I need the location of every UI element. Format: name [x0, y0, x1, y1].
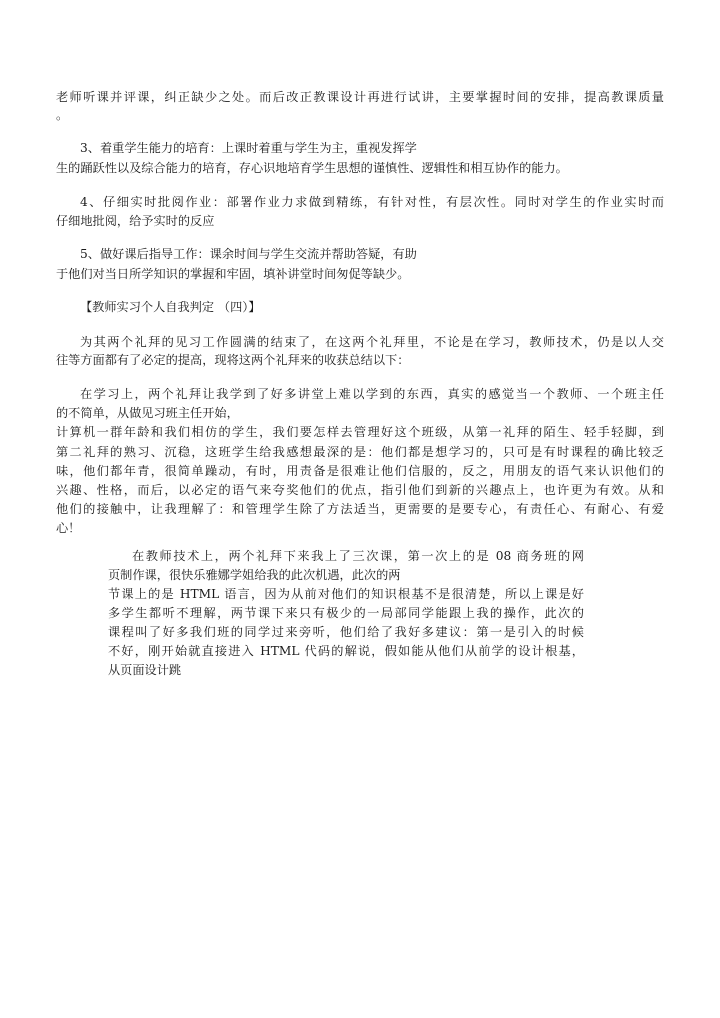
text-line: 他们的接触中，让我理解了：和管理学生除了方法适当，更需要的是要专心，有责任心、有耐心、有爱 — [56, 502, 664, 516]
text-line: 生的踊跃性以及综合能力的培育，存心识地培育学生思想的谨慎性、逻辑性和相互协作的能力。 — [56, 161, 568, 175]
text-line: 往等方面都有了必定的提高，现将这两个礼拜来的收获总结以下： — [56, 353, 410, 367]
text-line: 为其两个礼拜的见习工作圆满的结束了，在这两个礼拜里，不论是在学习，教师技术，仍是以人交 — [80, 335, 664, 349]
text-line: 心！ — [56, 521, 81, 535]
text-line: 老师听课并评课，纠正缺少之处。而后改正教课设计再进行试讲，主要掌握时间的安排，提高教课质量 — [56, 90, 664, 104]
section-heading: 【教师实习个人自我判定 （四）】 — [80, 300, 261, 314]
text-line: 兴趣、性格，而后，以必定的语气来夸奖他们的优点，指引他们到新的兴趣点上，也许更为有效。从和 — [56, 483, 664, 497]
text-line: 从页面设计跳 — [108, 663, 182, 677]
text-line: 不好，刚开始就直接进入 HTML 代码的解说，假如能从他们从前学的设计根基， — [108, 644, 584, 658]
text-line: 5、做好课后指导工作：课余时间与学生交流并帮助答疑，有助 — [80, 247, 417, 261]
text-line: 4、仔细实时批阅作业：部署作业力求做到精练，有针对性，有层次性。同时对学生的作业实时而 — [80, 195, 664, 209]
text-line: 。 — [56, 108, 69, 122]
text-line: 在教师技术上，两个礼拜下来我上了三次课，第一次上的是 08 商务班的网 — [132, 549, 584, 563]
text-line: 计算机一群年龄和我们相仿的学生，我们要怎样去管理好这个班级，从第一礼拜的陌生、轻手轻脚，到 — [56, 425, 664, 439]
text-line: 节课上的是 HTML 语言，因为从前对他们的知识根基不是很清楚，所以上课是好 — [108, 587, 584, 601]
text-line: 第二礼拜的熟习、沉稳，这班学生给我感想最深的是：他们都是想学习的，只可是有时课程的确比较乏 — [56, 445, 664, 459]
text-line: 味，他们都年青，很简单躁动，有时，用责备是很难让他们信服的，反之，用朋友的语气来认识他们的 — [56, 464, 664, 478]
text-line: 的不简单，从做见习班主任开始， — [56, 406, 239, 420]
text-line: 课程叫了好多我们班的同学过来旁听，他们给了我好多建议：第一是引入的时候 — [108, 625, 584, 639]
text-line: 仔细地批阅，给予实时的反应 — [56, 214, 215, 228]
text-line: 在学习上，两个礼拜让我学到了好多讲堂上难以学到的东西，真实的感觉当一个教师、一个班主任 — [80, 387, 664, 401]
text-line: 多学生都听不理解，两节课下来只有极少的一局部同学能跟上我的操作，此次的 — [108, 606, 584, 620]
text-line: 3、着重学生能力的培育：上课时着重与学生为主，重视发挥学 — [80, 141, 417, 155]
text-line: 页制作课，很快乐雅娜学姐给我的此次机遇，此次的两 — [108, 568, 401, 582]
text-line: 于他们对当日所学知识的掌握和牢固，填补讲堂时间匆促等缺少。 — [56, 267, 410, 281]
